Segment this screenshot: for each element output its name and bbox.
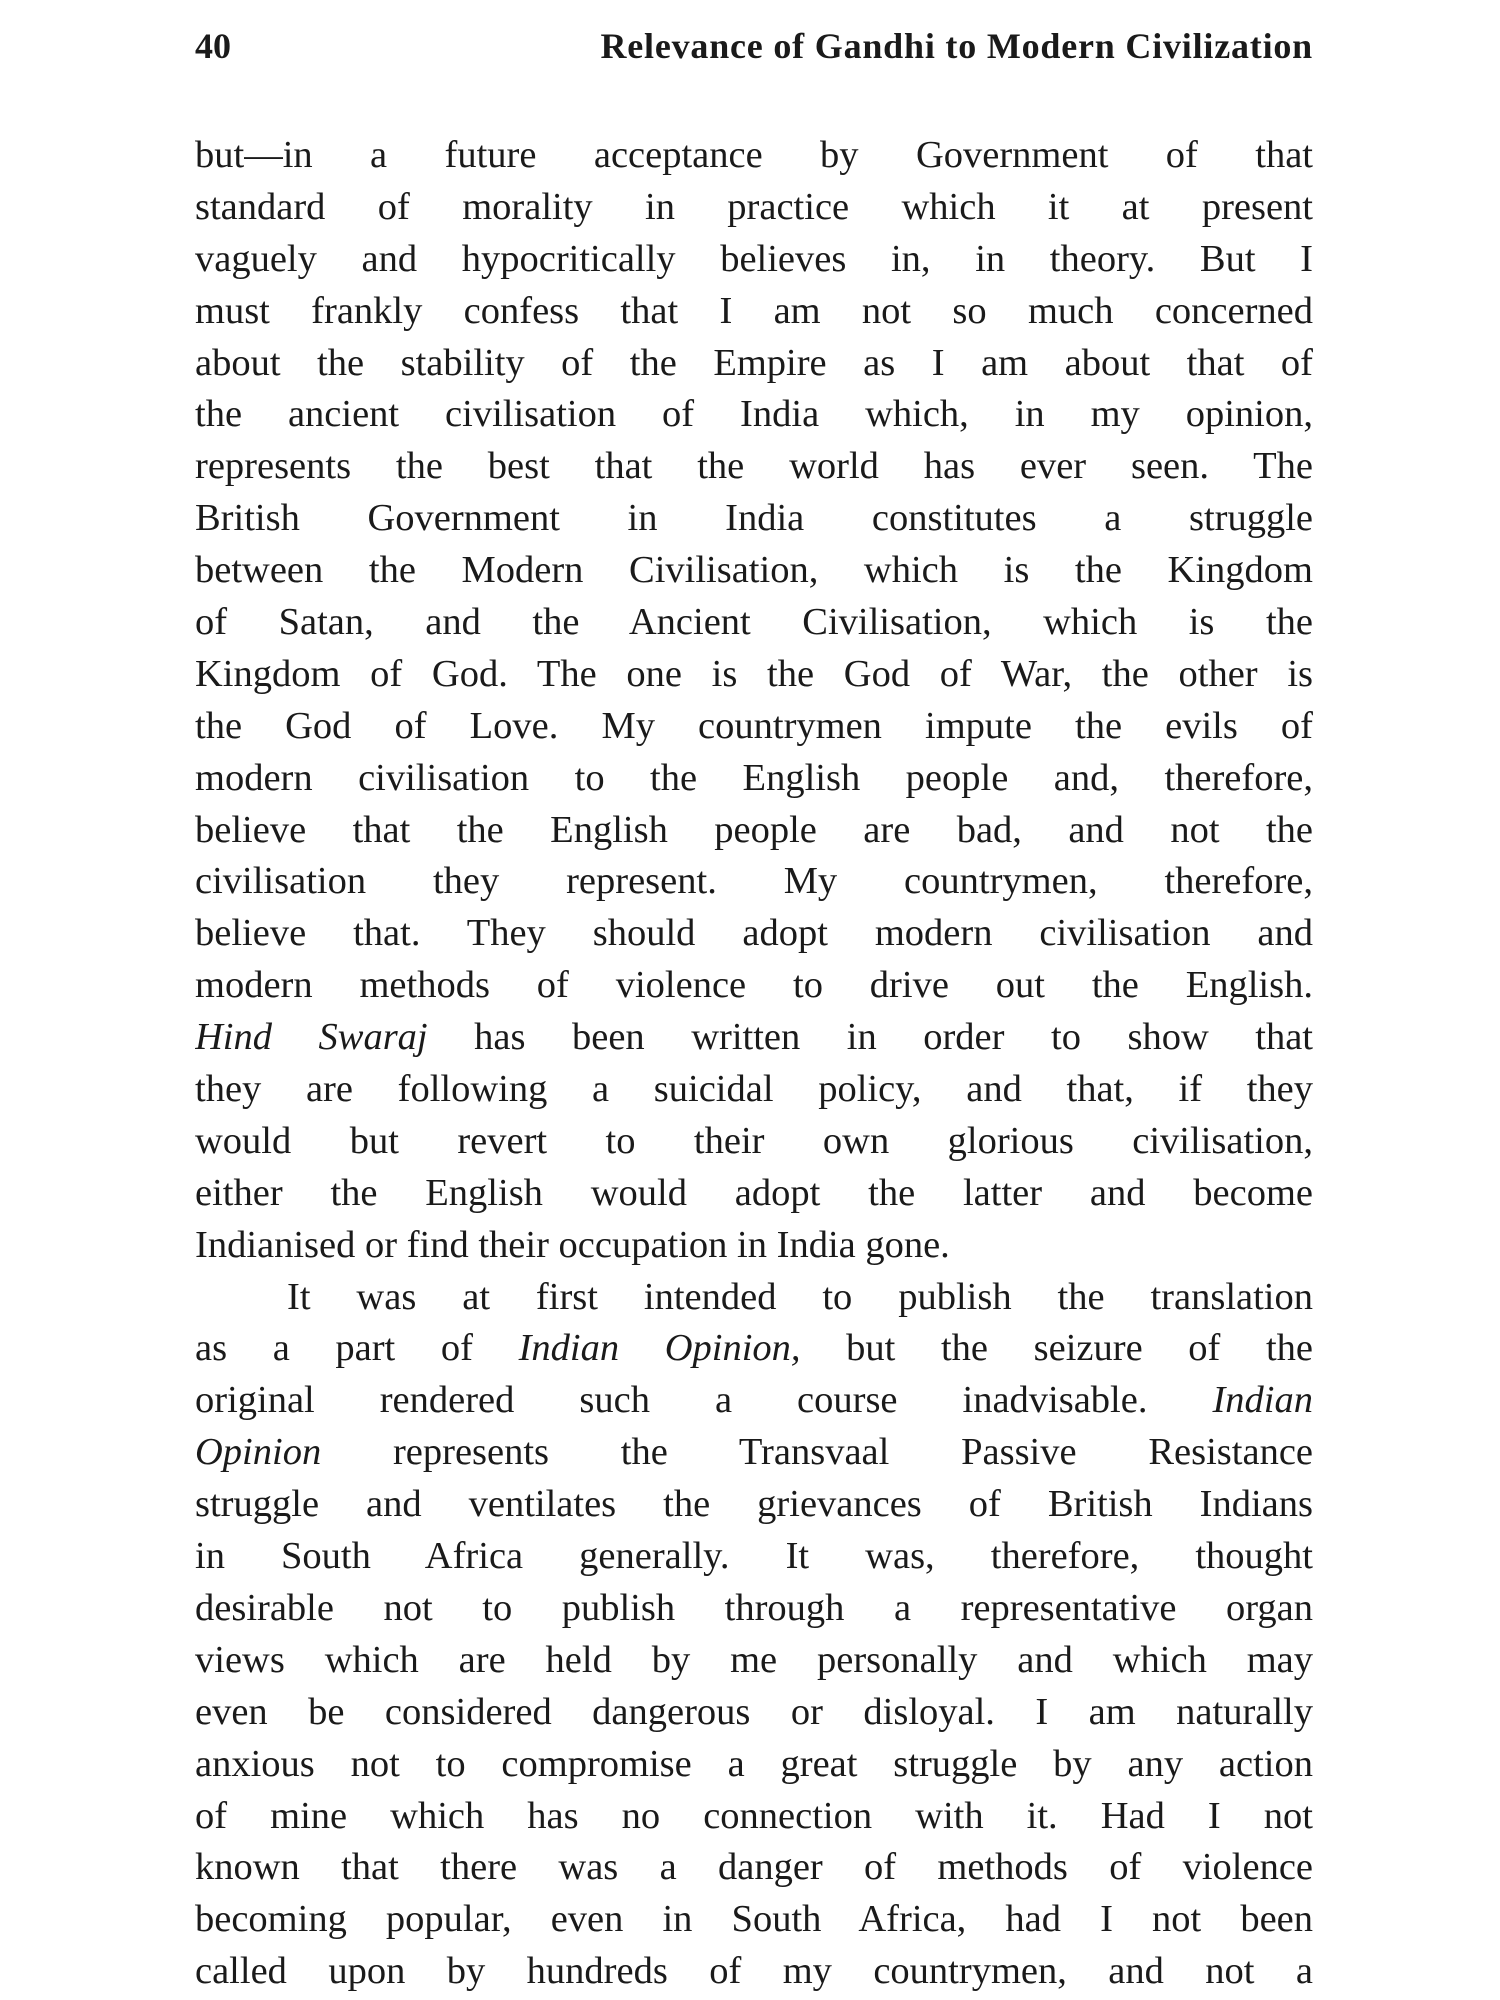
text-line-paragraph-start: It was at first intended to publish the translation xyxy=(287,1275,1313,1318)
text-line: called upon by hundreds of my countrymen, and not a xyxy=(195,1950,1313,1993)
text-line: Kingdom of God. The one is the God of War, the other is xyxy=(195,652,1313,695)
text-line: either the English would adopt the latter and become xyxy=(195,1171,1313,1214)
text-line: but—in a future acceptance by Government of that xyxy=(195,134,1313,176)
text-line: standard of morality in practice which it at present xyxy=(195,185,1313,228)
text-line: the God of Love. My countrymen impute the evils of xyxy=(195,704,1313,747)
text-line: the ancient civilisation of India which, in my opinion, xyxy=(195,393,1313,436)
running-header xyxy=(195,20,1313,72)
text-line: of Satan, and the Ancient Civilisation, which is the xyxy=(195,601,1313,644)
text-line: desirable not to publish through a representative organ xyxy=(195,1586,1313,1629)
text-line: between the Modern Civilisation, which is the Kingdom xyxy=(195,549,1313,592)
text-line: modern methods of violence to drive out the English. xyxy=(195,964,1313,1007)
text-line-paragraph-end: Indianised or find their occupation in India gone. xyxy=(195,1223,950,1266)
text-line: civilisation they represent. My countrymen, therefore, xyxy=(195,860,1313,903)
running-title: Relevance of Gandhi to Modern Civilization xyxy=(600,26,1313,66)
body-text xyxy=(195,130,1313,1998)
text-line: struggle and ventilates the grievances of British Indians xyxy=(195,1483,1313,1526)
journal-title-indian-opinion: Indian xyxy=(1212,1379,1313,1422)
text-line: about the stability of the Empire as I am about that of xyxy=(195,341,1313,384)
text-line: vaguely and hypocritically believes in, in theory. But I xyxy=(195,237,1313,280)
text-line: becoming popular, even in South Africa, had I not been xyxy=(195,1898,1313,1941)
text-line: Hind Swaraj has been written in order to show that xyxy=(195,1016,1313,1059)
text-line: believe that the English people are bad, and not the xyxy=(195,808,1313,851)
text-line: must frankly confess that I am not so much concerned xyxy=(195,289,1313,332)
page-number: 40 xyxy=(195,26,231,66)
book-title-hind-swaraj: Hind Swaraj xyxy=(195,1016,428,1059)
text-line: would but revert to their own glorious civilisation, xyxy=(195,1119,1313,1162)
text-line: of mine which has no connection with it. Had I not xyxy=(195,1794,1313,1837)
journal-title-indian-opinion: Indian Opinion, xyxy=(518,1327,801,1370)
text-line: Opinion represents the Transvaal Passive Resistance xyxy=(195,1431,1313,1474)
text-line: modern civilisation to the English people and, therefore, xyxy=(195,756,1313,799)
text-line: original rendered such a course inadvisable. Indian xyxy=(195,1379,1313,1422)
book-page xyxy=(195,20,1313,1993)
text-line: as a part of Indian Opinion, but the seizure of the xyxy=(195,1327,1313,1370)
text-line: known that there was a danger of methods of violence xyxy=(195,1846,1313,1889)
text-line: views which are held by me personally and which may xyxy=(195,1638,1313,1681)
text-line: anxious not to compromise a great struggle by any action xyxy=(195,1742,1313,1785)
text-line: even be considered dangerous or disloyal. I am naturally xyxy=(195,1690,1313,1733)
text-line: believe that. They should adopt modern civilisation and xyxy=(195,912,1313,955)
text-line: represents the best that the world has ever seen. The xyxy=(195,445,1313,488)
text-line: in South Africa generally. It was, therefore, thought xyxy=(195,1535,1313,1578)
text-line: British Government in India constitutes a struggle xyxy=(195,497,1313,540)
journal-title-indian-opinion: Opinion xyxy=(195,1431,322,1474)
text-line: they are following a suicidal policy, and that, if they xyxy=(195,1068,1313,1111)
